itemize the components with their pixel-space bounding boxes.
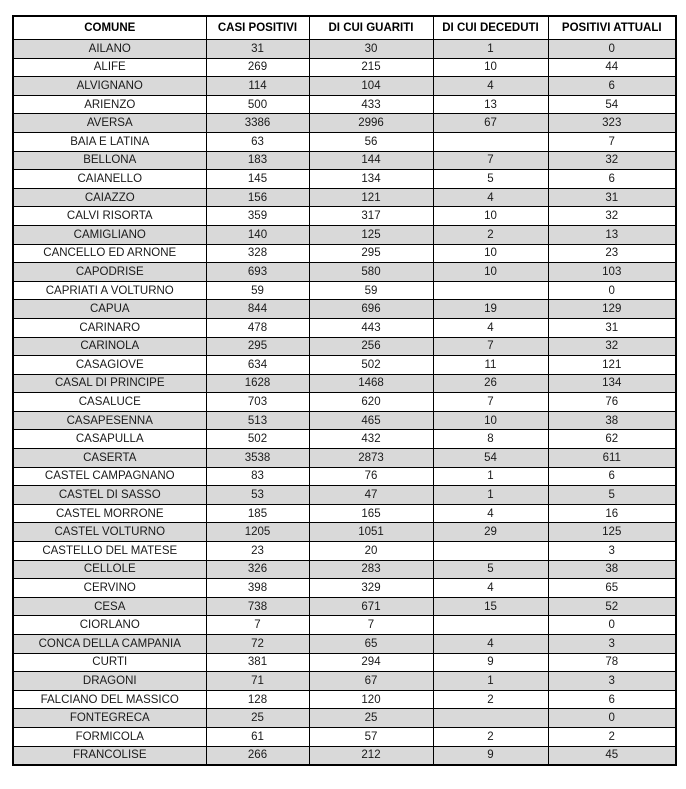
comune-cell: CAMIGLIANO — [13, 225, 206, 244]
comune-cell: DRAGONI — [13, 672, 206, 691]
table-row — [13, 690, 676, 709]
positivi-attuali-cell: 3 — [548, 672, 676, 691]
di-cui-deceduti-cell: 4 — [433, 77, 548, 96]
table-row — [13, 430, 676, 449]
table-header — [13, 16, 676, 40]
casi-positivi-cell: 1205 — [206, 523, 309, 542]
table-row — [13, 207, 676, 226]
di-cui-guariti-cell: 125 — [309, 225, 433, 244]
di-cui-deceduti-cell — [433, 542, 548, 561]
di-cui-guariti-cell: 212 — [309, 746, 433, 765]
di-cui-guariti-cell: 7 — [309, 616, 433, 635]
positivi-attuali-cell: 6 — [548, 690, 676, 709]
column-header-comune: COMUNE — [13, 16, 206, 40]
comune-cell: CASTEL VOLTURNO — [13, 523, 206, 542]
comune-cell: CASTELLO DEL MATESE — [13, 542, 206, 561]
di-cui-guariti-cell: 671 — [309, 597, 433, 616]
di-cui-deceduti-cell: 29 — [433, 523, 548, 542]
di-cui-deceduti-cell: 7 — [433, 337, 548, 356]
di-cui-guariti-cell: 20 — [309, 542, 433, 561]
casi-positivi-cell: 145 — [206, 170, 309, 189]
table-row — [13, 281, 676, 300]
positivi-attuali-cell: 76 — [548, 393, 676, 412]
di-cui-deceduti-cell: 15 — [433, 597, 548, 616]
di-cui-guariti-cell: 433 — [309, 95, 433, 114]
casi-positivi-cell: 31 — [206, 40, 309, 59]
comune-cell: ALIFE — [13, 58, 206, 77]
comune-cell: AILANO — [13, 40, 206, 59]
comune-cell: CIORLANO — [13, 616, 206, 635]
casi-positivi-cell: 25 — [206, 709, 309, 728]
positivi-attuali-cell: 32 — [548, 337, 676, 356]
table-row — [13, 300, 676, 319]
di-cui-guariti-cell: 59 — [309, 281, 433, 300]
comune-cell: ARIENZO — [13, 95, 206, 114]
casi-positivi-cell: 500 — [206, 95, 309, 114]
comune-cell: CURTI — [13, 653, 206, 672]
di-cui-guariti-cell: 1468 — [309, 374, 433, 393]
di-cui-deceduti-cell: 9 — [433, 746, 548, 765]
di-cui-guariti-cell: 432 — [309, 430, 433, 449]
positivi-attuali-cell: 32 — [548, 151, 676, 170]
casi-positivi-cell: 359 — [206, 207, 309, 226]
casi-positivi-cell: 183 — [206, 151, 309, 170]
table-row — [13, 486, 676, 505]
table-row — [13, 411, 676, 430]
header-row — [13, 16, 676, 40]
di-cui-guariti-cell: 56 — [309, 132, 433, 151]
table-row — [13, 318, 676, 337]
di-cui-guariti-cell: 121 — [309, 188, 433, 207]
table-row — [13, 225, 676, 244]
table-row — [13, 132, 676, 151]
table-row — [13, 188, 676, 207]
di-cui-deceduti-cell: 8 — [433, 430, 548, 449]
di-cui-deceduti-cell: 11 — [433, 356, 548, 375]
di-cui-guariti-cell: 2996 — [309, 114, 433, 133]
di-cui-guariti-cell: 317 — [309, 207, 433, 226]
comune-cell: CAIAZZO — [13, 188, 206, 207]
di-cui-deceduti-cell: 54 — [433, 449, 548, 468]
di-cui-guariti-cell: 134 — [309, 170, 433, 189]
casi-positivi-cell: 185 — [206, 504, 309, 523]
casi-positivi-cell: 502 — [206, 430, 309, 449]
comune-cell: FONTEGRECA — [13, 709, 206, 728]
di-cui-deceduti-cell: 10 — [433, 58, 548, 77]
di-cui-guariti-cell: 144 — [309, 151, 433, 170]
casi-positivi-cell: 295 — [206, 337, 309, 356]
casi-positivi-cell: 1628 — [206, 374, 309, 393]
di-cui-guariti-cell: 295 — [309, 244, 433, 263]
positivi-attuali-cell: 78 — [548, 653, 676, 672]
table-row — [13, 504, 676, 523]
comune-cell: CASAGIOVE — [13, 356, 206, 375]
table-row — [13, 597, 676, 616]
di-cui-deceduti-cell: 19 — [433, 300, 548, 319]
casi-positivi-cell: 634 — [206, 356, 309, 375]
di-cui-guariti-cell: 57 — [309, 727, 433, 746]
table-row — [13, 672, 676, 691]
casi-positivi-cell: 478 — [206, 318, 309, 337]
comune-cell: CESA — [13, 597, 206, 616]
di-cui-guariti-cell: 1051 — [309, 523, 433, 542]
casi-positivi-cell: 266 — [206, 746, 309, 765]
comune-cell: ALVIGNANO — [13, 77, 206, 96]
di-cui-deceduti-cell: 4 — [433, 318, 548, 337]
table-row — [13, 653, 676, 672]
table-row — [13, 635, 676, 654]
di-cui-deceduti-cell: 7 — [433, 393, 548, 412]
table-row — [13, 114, 676, 133]
casi-positivi-cell: 3386 — [206, 114, 309, 133]
positivi-attuali-cell: 2 — [548, 727, 676, 746]
di-cui-guariti-cell: 443 — [309, 318, 433, 337]
comune-cell: BELLONA — [13, 151, 206, 170]
di-cui-deceduti-cell: 2 — [433, 727, 548, 746]
comune-cell: AVERSA — [13, 114, 206, 133]
comune-cell: CARINOLA — [13, 337, 206, 356]
comune-cell: CERVINO — [13, 579, 206, 598]
di-cui-guariti-cell: 165 — [309, 504, 433, 523]
casi-positivi-cell: 398 — [206, 579, 309, 598]
di-cui-guariti-cell: 215 — [309, 58, 433, 77]
table-row — [13, 746, 676, 765]
di-cui-deceduti-cell — [433, 281, 548, 300]
positivi-attuali-cell: 5 — [548, 486, 676, 505]
di-cui-deceduti-cell: 9 — [433, 653, 548, 672]
table-row — [13, 579, 676, 598]
casi-positivi-cell: 23 — [206, 542, 309, 561]
di-cui-guariti-cell: 76 — [309, 467, 433, 486]
column-header-casi-positivi: CASI POSITIVI — [206, 16, 309, 40]
di-cui-deceduti-cell: 2 — [433, 690, 548, 709]
di-cui-deceduti-cell: 4 — [433, 188, 548, 207]
di-cui-deceduti-cell — [433, 709, 548, 728]
casi-positivi-cell: 140 — [206, 225, 309, 244]
di-cui-guariti-cell: 2873 — [309, 449, 433, 468]
positivi-attuali-cell: 23 — [548, 244, 676, 263]
positivi-attuali-cell: 0 — [548, 281, 676, 300]
di-cui-guariti-cell: 329 — [309, 579, 433, 598]
comune-cell: FRANCOLISE — [13, 746, 206, 765]
casi-positivi-cell: 59 — [206, 281, 309, 300]
table-row — [13, 77, 676, 96]
positivi-attuali-cell: 3 — [548, 635, 676, 654]
casi-positivi-cell: 72 — [206, 635, 309, 654]
positivi-attuali-cell: 103 — [548, 263, 676, 282]
covid-comuni-table — [12, 15, 677, 766]
casi-positivi-cell: 693 — [206, 263, 309, 282]
casi-positivi-cell: 738 — [206, 597, 309, 616]
positivi-attuali-cell: 7 — [548, 132, 676, 151]
column-header-di-cui-deceduti: DI CUI DECEDUTI — [433, 16, 548, 40]
positivi-attuali-cell: 54 — [548, 95, 676, 114]
comune-cell: CAPRIATI A VOLTURNO — [13, 281, 206, 300]
table-row — [13, 337, 676, 356]
casi-positivi-cell: 381 — [206, 653, 309, 672]
di-cui-guariti-cell: 580 — [309, 263, 433, 282]
positivi-attuali-cell: 6 — [548, 467, 676, 486]
di-cui-guariti-cell: 30 — [309, 40, 433, 59]
casi-positivi-cell: 156 — [206, 188, 309, 207]
positivi-attuali-cell: 0 — [548, 709, 676, 728]
di-cui-deceduti-cell: 13 — [433, 95, 548, 114]
table-row — [13, 170, 676, 189]
positivi-attuali-cell: 3 — [548, 542, 676, 561]
table-row — [13, 449, 676, 468]
table-body — [13, 40, 676, 766]
di-cui-deceduti-cell: 10 — [433, 411, 548, 430]
comune-cell: CANCELLO ED ARNONE — [13, 244, 206, 263]
positivi-attuali-cell: 38 — [548, 560, 676, 579]
comune-cell: BAIA E LATINA — [13, 132, 206, 151]
di-cui-deceduti-cell: 1 — [433, 40, 548, 59]
table-row — [13, 523, 676, 542]
di-cui-guariti-cell: 47 — [309, 486, 433, 505]
di-cui-deceduti-cell: 10 — [433, 207, 548, 226]
table-row — [13, 356, 676, 375]
di-cui-deceduti-cell: 4 — [433, 579, 548, 598]
di-cui-deceduti-cell: 1 — [433, 672, 548, 691]
di-cui-guariti-cell: 620 — [309, 393, 433, 412]
positivi-attuali-cell: 13 — [548, 225, 676, 244]
comune-cell: CASTEL DI SASSO — [13, 486, 206, 505]
casi-positivi-cell: 7 — [206, 616, 309, 635]
table-row — [13, 467, 676, 486]
table-row — [13, 151, 676, 170]
comune-cell: FORMICOLA — [13, 727, 206, 746]
positivi-attuali-cell: 6 — [548, 77, 676, 96]
di-cui-deceduti-cell: 4 — [433, 504, 548, 523]
di-cui-guariti-cell: 256 — [309, 337, 433, 356]
casi-positivi-cell: 53 — [206, 486, 309, 505]
column-header-di-cui-guariti: DI CUI GUARITI — [309, 16, 433, 40]
covid-table-container — [12, 15, 677, 766]
comune-cell: CASTEL CAMPAGNANO — [13, 467, 206, 486]
di-cui-deceduti-cell: 4 — [433, 635, 548, 654]
positivi-attuali-cell: 0 — [548, 40, 676, 59]
di-cui-deceduti-cell: 7 — [433, 151, 548, 170]
table-row — [13, 58, 676, 77]
casi-positivi-cell: 844 — [206, 300, 309, 319]
di-cui-guariti-cell: 25 — [309, 709, 433, 728]
di-cui-deceduti-cell: 1 — [433, 467, 548, 486]
positivi-attuali-cell: 38 — [548, 411, 676, 430]
comune-cell: CELLOLE — [13, 560, 206, 579]
comune-cell: CASALUCE — [13, 393, 206, 412]
casi-positivi-cell: 128 — [206, 690, 309, 709]
di-cui-deceduti-cell: 5 — [433, 560, 548, 579]
di-cui-deceduti-cell: 10 — [433, 244, 548, 263]
di-cui-deceduti-cell: 2 — [433, 225, 548, 244]
positivi-attuali-cell: 611 — [548, 449, 676, 468]
casi-positivi-cell: 269 — [206, 58, 309, 77]
comune-cell: CAPUA — [13, 300, 206, 319]
positivi-attuali-cell: 134 — [548, 374, 676, 393]
di-cui-guariti-cell: 502 — [309, 356, 433, 375]
table-row — [13, 263, 676, 282]
comune-cell: FALCIANO DEL MASSICO — [13, 690, 206, 709]
comune-cell: CAIANELLO — [13, 170, 206, 189]
column-header-positivi-attuali: POSITIVI ATTUALI — [548, 16, 676, 40]
casi-positivi-cell: 703 — [206, 393, 309, 412]
casi-positivi-cell: 61 — [206, 727, 309, 746]
positivi-attuali-cell: 6 — [548, 170, 676, 189]
table-row — [13, 95, 676, 114]
positivi-attuali-cell: 62 — [548, 430, 676, 449]
casi-positivi-cell: 63 — [206, 132, 309, 151]
comune-cell: CASAL DI PRINCIPE — [13, 374, 206, 393]
comune-cell: CALVI RISORTA — [13, 207, 206, 226]
di-cui-guariti-cell: 65 — [309, 635, 433, 654]
casi-positivi-cell: 3538 — [206, 449, 309, 468]
table-row — [13, 244, 676, 263]
comune-cell: CASTEL MORRONE — [13, 504, 206, 523]
di-cui-guariti-cell: 104 — [309, 77, 433, 96]
di-cui-deceduti-cell: 10 — [433, 263, 548, 282]
di-cui-deceduti-cell — [433, 616, 548, 635]
di-cui-deceduti-cell: 5 — [433, 170, 548, 189]
di-cui-deceduti-cell — [433, 132, 548, 151]
di-cui-guariti-cell: 465 — [309, 411, 433, 430]
comune-cell: CASAPESENNA — [13, 411, 206, 430]
casi-positivi-cell: 114 — [206, 77, 309, 96]
di-cui-deceduti-cell: 1 — [433, 486, 548, 505]
positivi-attuali-cell: 31 — [548, 318, 676, 337]
positivi-attuali-cell: 45 — [548, 746, 676, 765]
comune-cell: CONCA DELLA CAMPANIA — [13, 635, 206, 654]
casi-positivi-cell: 83 — [206, 467, 309, 486]
table-row — [13, 709, 676, 728]
positivi-attuali-cell: 16 — [548, 504, 676, 523]
table-row — [13, 616, 676, 635]
table-row — [13, 560, 676, 579]
positivi-attuali-cell: 129 — [548, 300, 676, 319]
positivi-attuali-cell: 125 — [548, 523, 676, 542]
di-cui-guariti-cell: 294 — [309, 653, 433, 672]
table-row — [13, 542, 676, 561]
table-row — [13, 374, 676, 393]
comune-cell: CASERTA — [13, 449, 206, 468]
positivi-attuali-cell: 121 — [548, 356, 676, 375]
positivi-attuali-cell: 65 — [548, 579, 676, 598]
di-cui-guariti-cell: 67 — [309, 672, 433, 691]
casi-positivi-cell: 71 — [206, 672, 309, 691]
positivi-attuali-cell: 323 — [548, 114, 676, 133]
casi-positivi-cell: 513 — [206, 411, 309, 430]
comune-cell: CASAPULLA — [13, 430, 206, 449]
table-row — [13, 727, 676, 746]
positivi-attuali-cell: 0 — [548, 616, 676, 635]
di-cui-guariti-cell: 120 — [309, 690, 433, 709]
positivi-attuali-cell: 44 — [548, 58, 676, 77]
casi-positivi-cell: 326 — [206, 560, 309, 579]
comune-cell: CAPODRISE — [13, 263, 206, 282]
di-cui-deceduti-cell: 26 — [433, 374, 548, 393]
comune-cell: CARINARO — [13, 318, 206, 337]
di-cui-guariti-cell: 696 — [309, 300, 433, 319]
positivi-attuali-cell: 52 — [548, 597, 676, 616]
di-cui-deceduti-cell: 67 — [433, 114, 548, 133]
di-cui-guariti-cell: 283 — [309, 560, 433, 579]
table-row — [13, 40, 676, 59]
casi-positivi-cell: 328 — [206, 244, 309, 263]
positivi-attuali-cell: 32 — [548, 207, 676, 226]
positivi-attuali-cell: 31 — [548, 188, 676, 207]
table-row — [13, 393, 676, 412]
